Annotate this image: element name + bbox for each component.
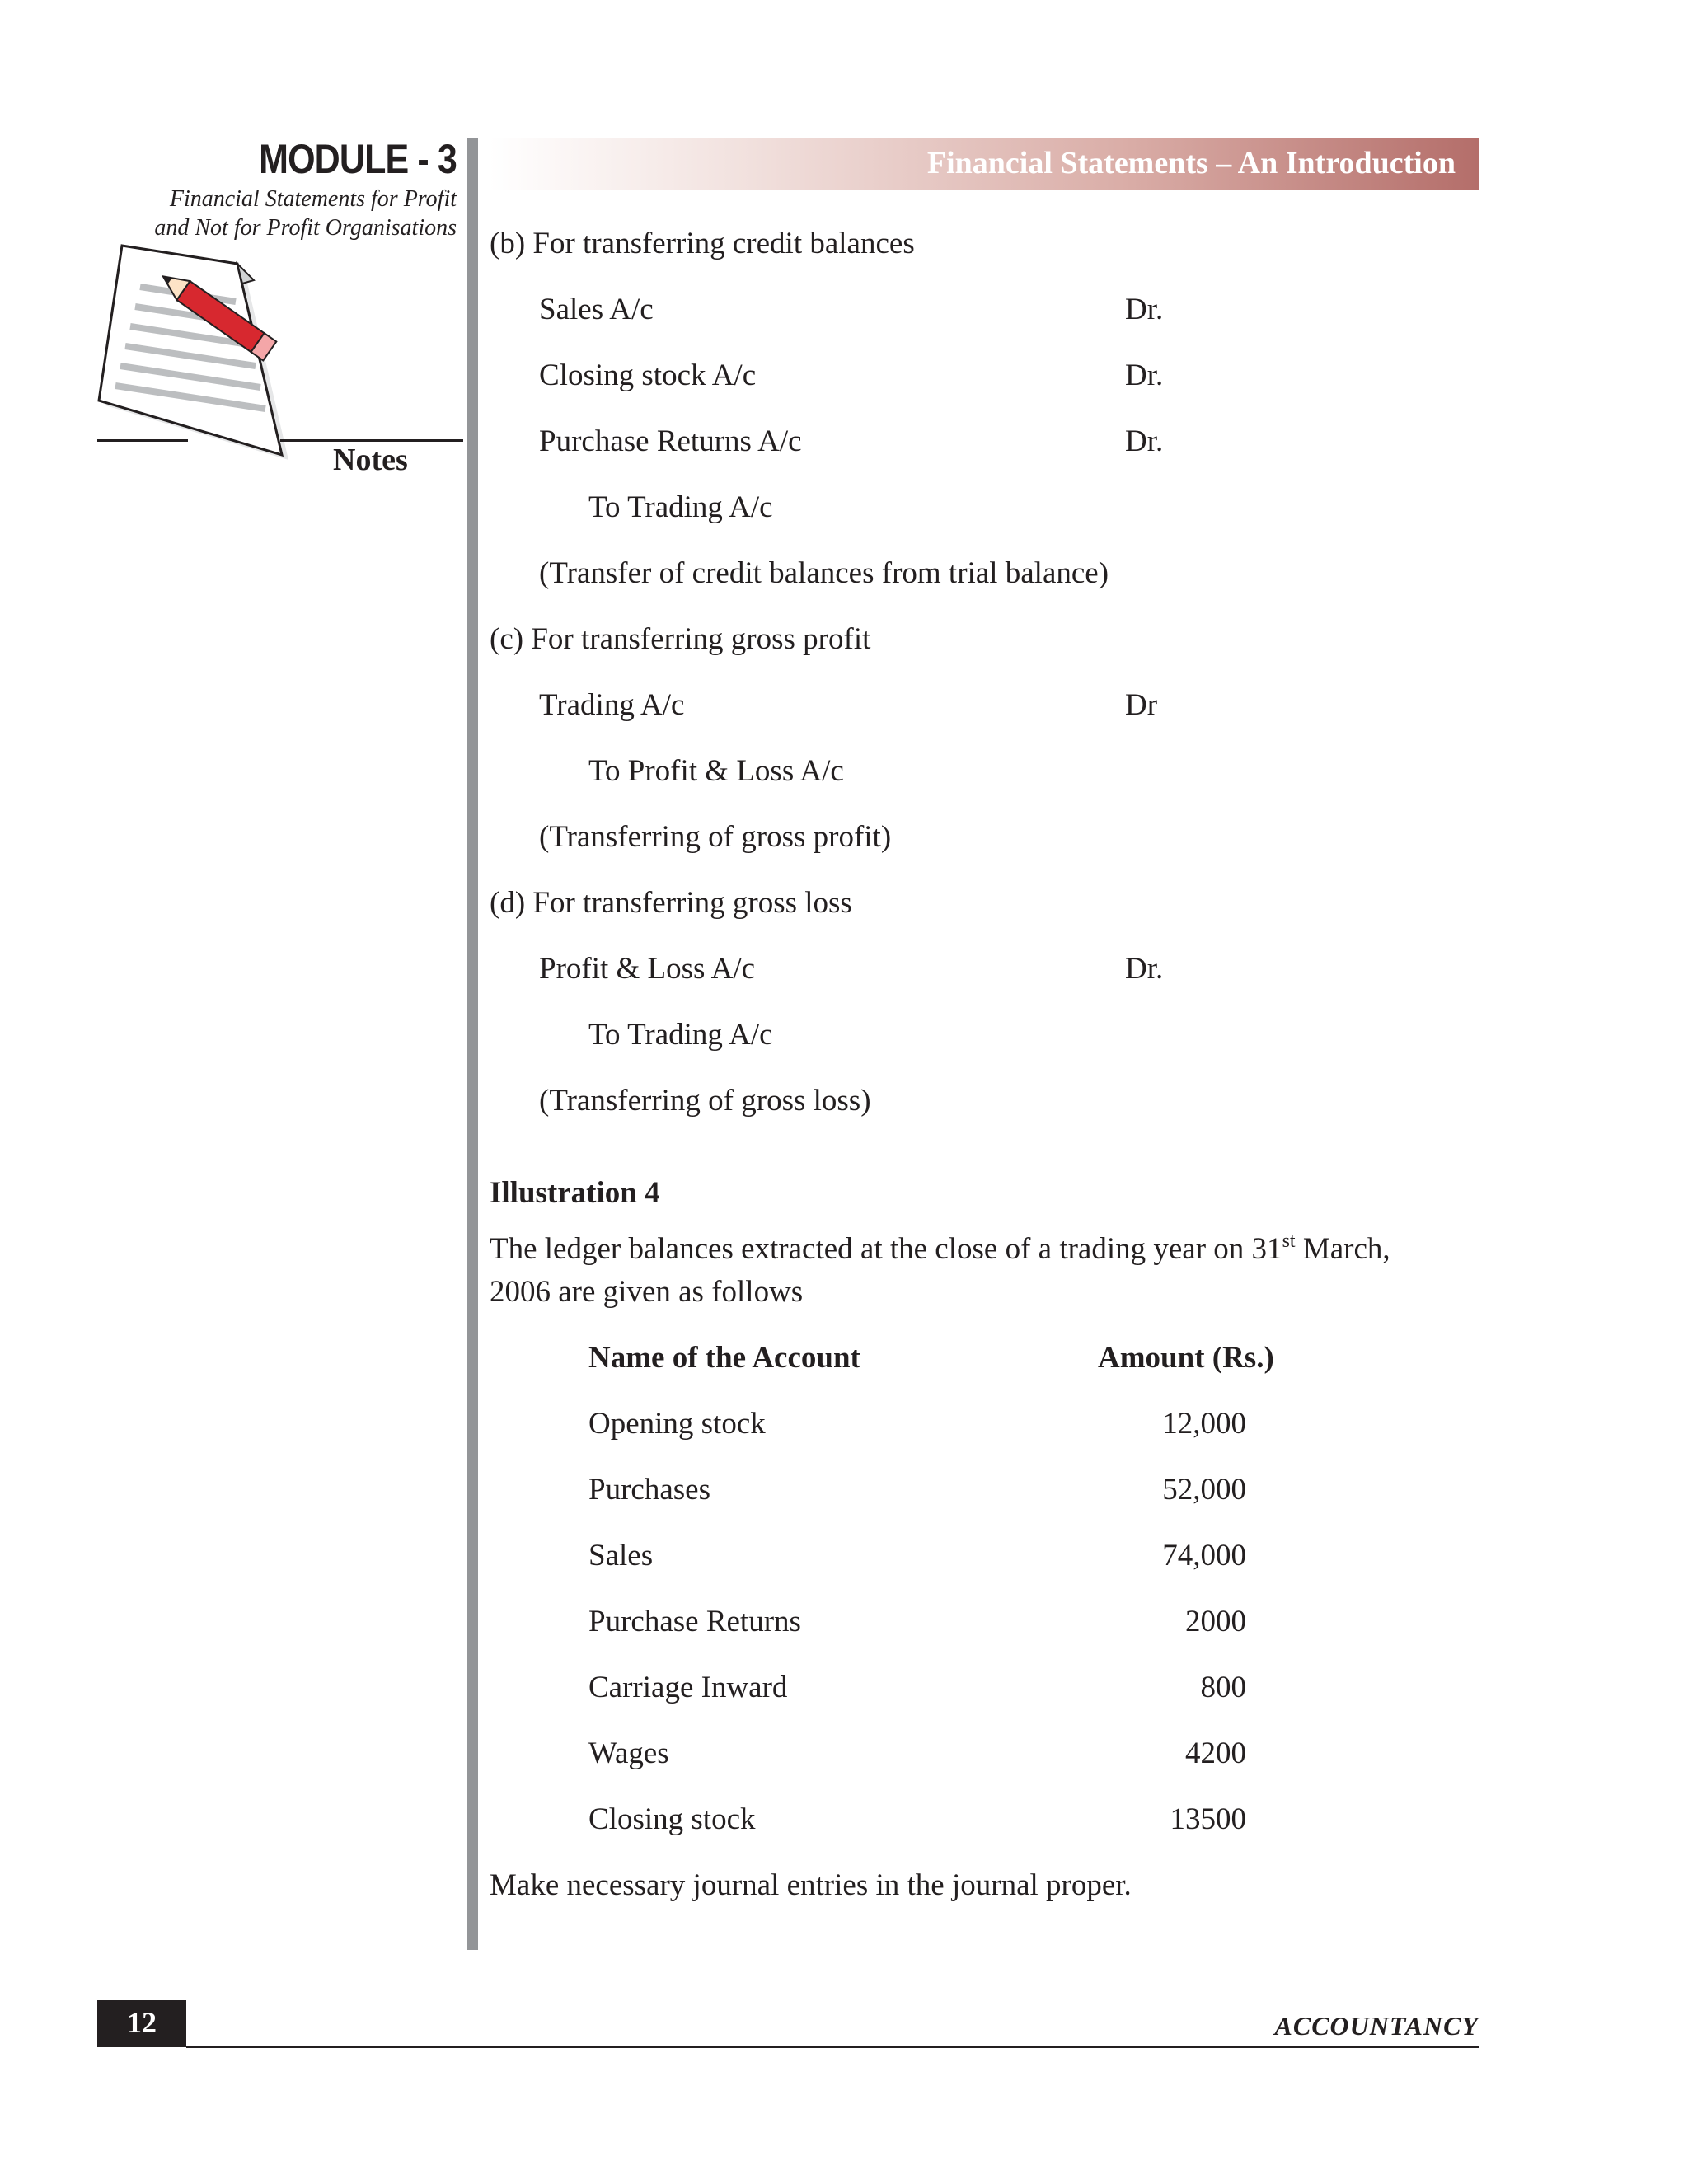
module-subtitle xyxy=(99,185,457,242)
intro-superscript: st xyxy=(1282,1230,1296,1252)
row-amount: 800 xyxy=(1200,1671,1246,1704)
entry-c-line1: Trading A/c xyxy=(539,688,685,722)
entry-b-line2: Closing stock A/c xyxy=(539,359,757,392)
module-subtitle-line1: Financial Statements for Profit xyxy=(169,186,457,212)
entry-b-line1-dr: Dr. xyxy=(1125,293,1164,326)
row-amount: 12,000 xyxy=(1162,1407,1246,1441)
entry-c-heading: (c) For transferring gross profit xyxy=(490,622,871,656)
entry-c-line1-dr: Dr xyxy=(1125,688,1158,722)
footer-rule xyxy=(186,2046,1479,2048)
row-amount: 52,000 xyxy=(1162,1473,1246,1507)
entry-d-line1: Profit & Loss A/c xyxy=(539,952,756,986)
row-amount: 13500 xyxy=(1170,1802,1246,1836)
notes-label: Notes xyxy=(333,443,408,477)
entry-b-line3: Purchase Returns A/c xyxy=(539,424,802,458)
entry-c-to: To Profit & Loss A/c xyxy=(588,754,844,788)
entry-c-narration: (Transferring of gross profit) xyxy=(539,820,892,854)
module-title: MODULE - 3 xyxy=(259,136,457,182)
entry-b-narration: (Transfer of credit balances from trial balance) xyxy=(539,556,1109,590)
page-number-box xyxy=(97,2000,186,2047)
row-amount: 74,000 xyxy=(1162,1539,1246,1572)
row-amount: 2000 xyxy=(1185,1605,1246,1638)
illustration-title: Illustration 4 xyxy=(490,1176,660,1210)
entry-d-narration: (Transferring of gross loss) xyxy=(539,1084,871,1118)
entry-b-line3-dr: Dr. xyxy=(1125,424,1164,458)
entry-d-line1-dr: Dr. xyxy=(1125,952,1164,986)
chapter-title: Financial Statements – An Introduction xyxy=(926,146,1456,180)
row-amount: 4200 xyxy=(1185,1736,1246,1770)
entry-d-heading: (d) For transferring gross loss xyxy=(490,886,852,920)
entry-b-line1: Sales A/c xyxy=(539,293,654,326)
footer-subject: ACCOUNTANCY xyxy=(1274,2011,1479,2041)
module-subtitle-line2: and Not for Profit Organisations xyxy=(154,215,457,241)
illustration-intro xyxy=(490,1228,1479,1314)
intro-line2: 2006 are given as follows xyxy=(490,1275,804,1309)
entry-b-line2-dr: Dr. xyxy=(1125,359,1164,392)
notes-rule-left xyxy=(97,439,188,442)
illustration-instruction: Make necessary journal entries in the journal proper. xyxy=(490,1868,1132,1902)
intro-text-part1: The ledger balances extracted at the close of a trading year on 31 xyxy=(490,1232,1282,1266)
intro-text-part2: March, xyxy=(1295,1232,1390,1266)
notes-pencil-icon xyxy=(97,244,345,483)
row-account-name: Wages xyxy=(588,1736,669,1770)
row-account-name: Sales xyxy=(588,1539,654,1572)
column-header-amount: Amount (Rs.) xyxy=(1098,1341,1274,1375)
chapter-header xyxy=(490,138,1479,190)
margin-divider xyxy=(467,138,478,1950)
row-account-name: Opening stock xyxy=(588,1407,766,1441)
entry-b-heading: (b) For transferring credit balances xyxy=(490,227,915,260)
column-header-name: Name of the Account xyxy=(588,1341,860,1375)
row-account-name: Carriage Inward xyxy=(588,1671,788,1704)
page-number: 12 xyxy=(127,2006,157,2039)
row-account-name: Purchase Returns xyxy=(588,1605,801,1638)
entry-b-to: To Trading A/c xyxy=(588,490,773,524)
entry-d-to: To Trading A/c xyxy=(588,1018,773,1052)
row-account-name: Closing stock xyxy=(588,1802,756,1836)
row-account-name: Purchases xyxy=(588,1473,710,1507)
